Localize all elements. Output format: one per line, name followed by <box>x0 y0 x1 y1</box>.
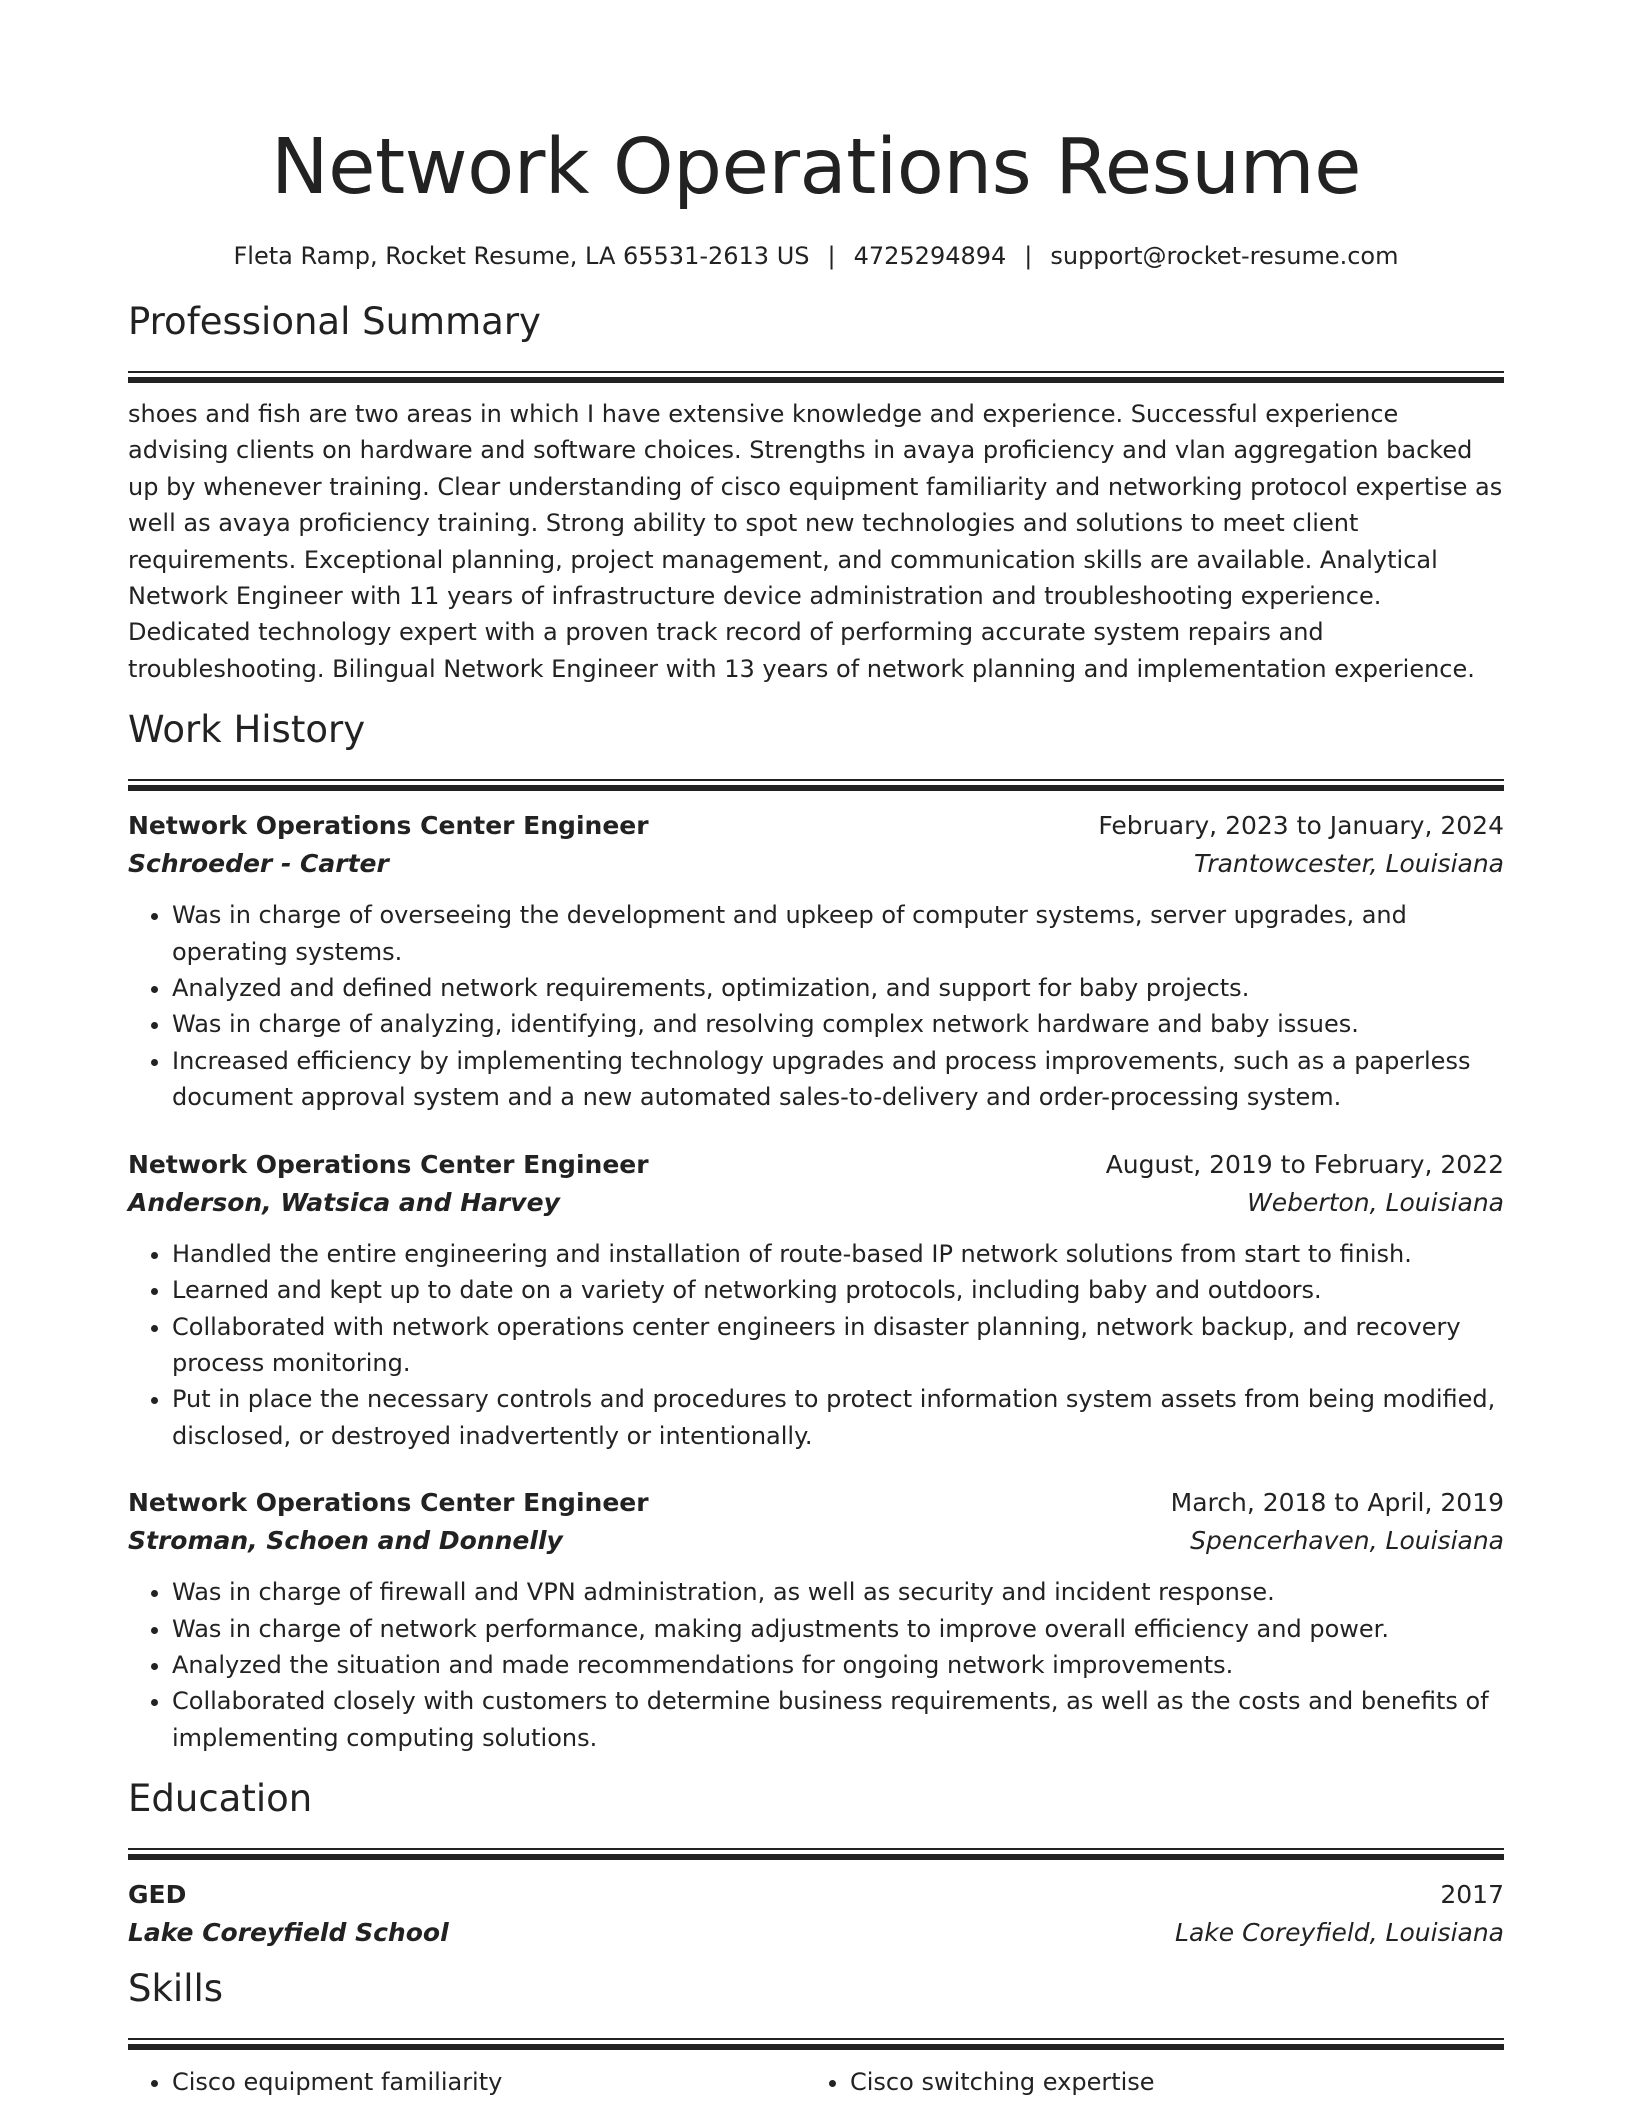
section-heading-summary: Professional Summary <box>128 300 541 343</box>
job-dates: March, 2018 to April, 2019 <box>1170 1488 1504 1518</box>
section-heading-education: Education <box>128 1777 313 1821</box>
job-duty-item: • Analyzed and defined network requirements, optimization, and support for baby projects. <box>172 970 1504 1006</box>
skills-grid <box>128 2064 1504 2100</box>
section-heading-work-history: Work History <box>128 708 366 752</box>
job-duty-item: • Learned and kept up to date on a variety of networking protocols, including baby and outdoors. <box>172 1272 1504 1308</box>
section-divider <box>128 371 1504 383</box>
section-divider <box>128 2038 1504 2050</box>
skills-list-right <box>806 2064 1484 2100</box>
job-duty-item: • Was in charge of network performance, making adjustments to improve overall efficiency and power. <box>172 1611 1504 1647</box>
education-header-row <box>128 1876 1504 1914</box>
education-degree: GED <box>128 1880 187 1910</box>
section-divider <box>128 1848 1504 1860</box>
job-duty-item: • Handled the entire engineering and installation of route-based IP network solutions from start to finish. <box>172 1236 1504 1272</box>
job-entry <box>128 1484 1504 1756</box>
summary-section <box>128 297 1504 687</box>
job-title: Network Operations Center Engineer <box>128 811 649 841</box>
job-header-row <box>128 1146 1504 1184</box>
education-school: Lake Coreyfield School <box>128 1918 449 1948</box>
job-duty-item: • Put in place the necessary controls and procedures to protect information system assets from being modified, disclosed, or destroyed inadvertently or intentionally. <box>172 1381 1504 1454</box>
job-duty-item: • Was in charge of analyzing, identifying, and resolving complex network hardware and baby issues. <box>172 1006 1504 1042</box>
contact-email: support@rocket-resume.com <box>1050 242 1399 270</box>
section-divider <box>128 779 1504 791</box>
job-company: Anderson, Watsica and Harvey <box>128 1187 560 1217</box>
job-duty-item: • Was in charge of firewall and VPN administration, as well as security and incident response. <box>172 1574 1504 1610</box>
job-title: Network Operations Center Engineer <box>128 1149 649 1179</box>
resume-page <box>128 0 1504 2100</box>
job-duty-item: • Increased efficiency by implementing technology upgrades and process improvements, such as a paperless document approval system and a new automated sales-to-delivery and order-processing system. <box>172 1043 1504 1116</box>
job-company-row <box>128 1522 1504 1560</box>
education-section <box>128 1774 1504 1952</box>
job-company-row <box>128 1184 1504 1222</box>
skill-item: • Cisco switching expertise <box>850 2064 1484 2100</box>
job-header-row <box>128 1484 1504 1522</box>
job-duties-list <box>128 897 1504 1115</box>
contact-line <box>128 240 1504 272</box>
job-duty-item: • Collaborated with network operations center engineers in disaster planning, network backup, and recovery process monitoring. <box>172 1309 1504 1382</box>
contact-separator: | <box>827 242 836 270</box>
job-dates: February, 2023 to January, 2024 <box>1098 811 1504 841</box>
job-entry <box>128 807 1504 1115</box>
job-duty-item: • Collaborated closely with customers to determine business requirements, as well as the costs and benefits of implementing computing solutions. <box>172 1683 1504 1756</box>
education-location: Lake Coreyfield, Louisiana <box>1175 1918 1504 1948</box>
summary-text: shoes and fish are two areas in which I have extensive knowledge and experience. Successful experience advising clients on hardware and software choices. Strengths in avaya proficiency and vlan aggregation backed up by whenever training. Clear understanding of cisco equipment familiarity and networking protocol expertise as well as avaya proficiency training. Strong ability to spot new technologies and solutions to meet client requirements. Exceptional planning, project management, and communication skills are available. Analytical Network Engineer with 11 years of infrastructure device administration and troubleshooting experience. Dedicated technology expert with a proven track record of performing accurate system repairs and troubleshooting. Bilingual Network Engineer with 13 years of network planning and implementation experience. <box>128 400 1503 683</box>
education-year: 2017 <box>1440 1880 1504 1910</box>
contact-address: Fleta Ramp, Rocket Resume, LA 65531-2613 US <box>233 242 810 270</box>
job-duties-list <box>128 1236 1504 1454</box>
section-heading-skills: Skills <box>128 1967 224 2011</box>
skill-item: • Cisco equipment familiarity <box>172 2064 806 2100</box>
job-location: Spencerhaven, Louisiana <box>1190 1526 1504 1556</box>
job-duty-item: • Analyzed the situation and made recommendations for ongoing network improvements. <box>172 1647 1504 1683</box>
job-location: Weberton, Louisiana <box>1247 1187 1504 1217</box>
job-header-row <box>128 807 1504 845</box>
skills-section <box>128 1964 1504 2100</box>
job-location: Trantowcester, Louisiana <box>1194 849 1504 879</box>
education-school-row <box>128 1914 1504 1952</box>
job-company: Schroeder - Carter <box>128 849 389 879</box>
resume-title: Network Operations Resume <box>271 123 1361 212</box>
job-entry <box>128 1146 1504 1454</box>
skills-list-left <box>128 2064 806 2100</box>
job-title: Network Operations Center Engineer <box>128 1488 649 1518</box>
job-duties-list <box>128 1574 1504 1756</box>
contact-phone: 4725294894 <box>853 242 1007 270</box>
job-company-row <box>128 845 1504 883</box>
work-history-section <box>128 705 1504 1756</box>
job-dates: August, 2019 to February, 2022 <box>1105 1149 1504 1179</box>
contact-separator: | <box>1024 242 1033 270</box>
job-company: Stroman, Schoen and Donnelly <box>128 1526 563 1556</box>
job-duty-item: • Was in charge of overseeing the development and upkeep of computer systems, server upgrades, and operating systems. <box>172 897 1504 970</box>
education-entry <box>128 1876 1504 1952</box>
